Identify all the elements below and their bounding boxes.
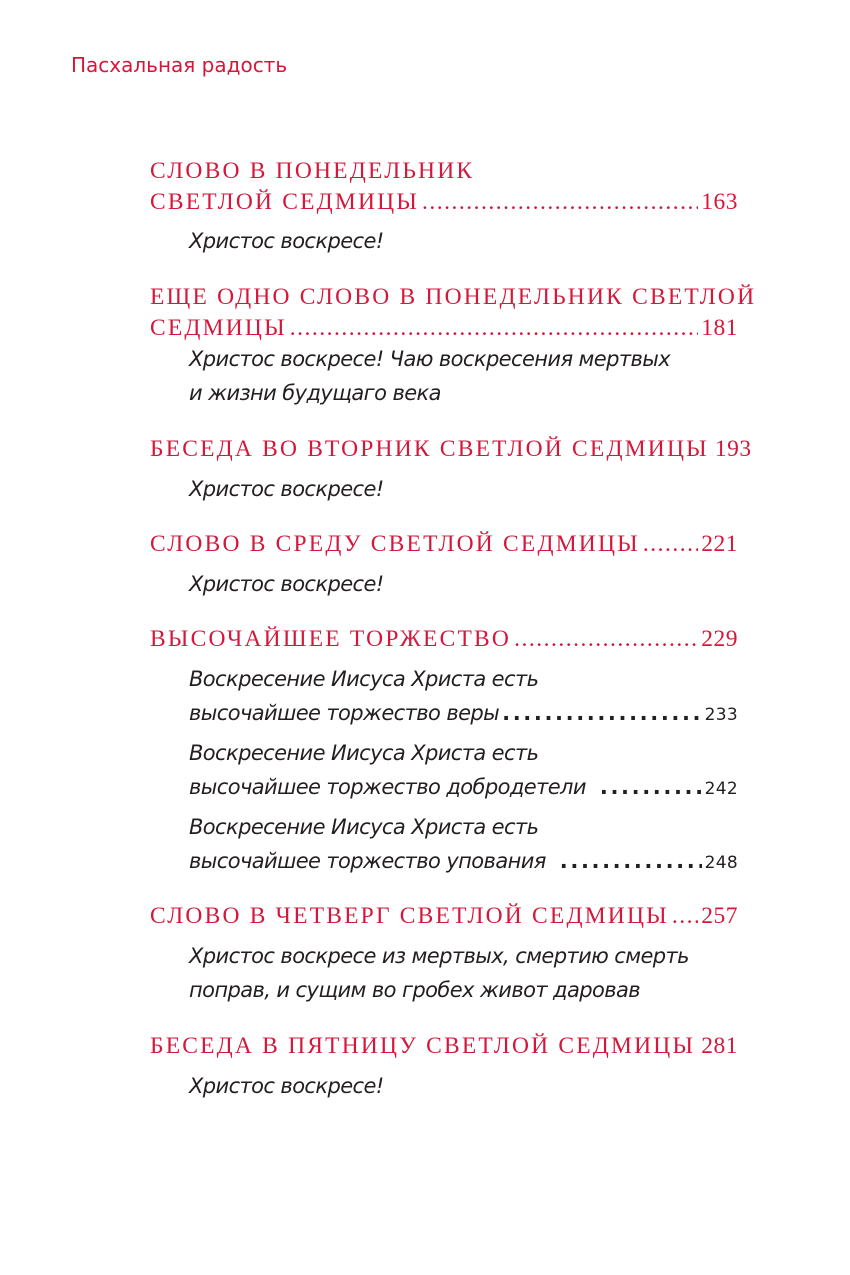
toc-heading-text: СВЕТЛОЙ СЕДМИЦЫ — [150, 189, 420, 215]
toc-subentry[interactable] — [189, 572, 738, 604]
running-head: Пасхальная радость — [71, 53, 288, 77]
page-number: 257 — [701, 903, 738, 929]
toc-subentry[interactable] — [189, 815, 738, 847]
toc-heading-text: СЕДМИЦЫ — [150, 315, 287, 341]
toc-subentry[interactable] — [189, 381, 738, 413]
toc-subentry-text: Христос воскресе! — [189, 229, 384, 253]
page-number: 193 — [714, 436, 752, 462]
page-number: 233 — [704, 705, 738, 725]
page-number: 163 — [701, 189, 738, 215]
leader-dots — [672, 903, 698, 930]
toc-subentry[interactable] — [189, 944, 738, 976]
page-number: 248 — [704, 853, 738, 873]
leader-dots — [560, 849, 702, 873]
toc-heading[interactable] — [150, 284, 757, 316]
toc-heading[interactable] — [150, 903, 738, 935]
toc-subentry-text: Воскресение Иисуса Христа есть — [189, 815, 539, 839]
toc-heading-text: СЛОВО В СРЕДУ СВЕТЛОЙ СЕДМИЦЫ — [150, 531, 640, 557]
toc-subentry[interactable] — [189, 978, 738, 1010]
toc-subentry[interactable] — [189, 347, 738, 379]
toc-subentry[interactable] — [189, 741, 738, 773]
leader-dots — [502, 701, 701, 725]
toc-heading-text: ВЫСОЧАЙШЕЕ ТОРЖЕСТВО — [150, 626, 512, 652]
leader-dots — [514, 626, 698, 653]
toc-heading[interactable] — [150, 1033, 738, 1065]
toc-subentry-text: и жизни будущаго века — [189, 381, 441, 405]
toc-subentry-text: Христос воскресе! — [189, 477, 384, 501]
toc-subentry[interactable] — [189, 775, 738, 807]
page-number: 242 — [704, 779, 738, 799]
toc-heading-text: ЕЩЕ ОДНО СЛОВО В ПОНЕДЕЛЬНИК СВЕТЛОЙ — [150, 284, 757, 310]
leader-dots — [643, 531, 698, 558]
page-number: 281 — [701, 1033, 738, 1059]
toc-subentry[interactable] — [189, 229, 738, 261]
toc-subentry[interactable] — [189, 477, 738, 509]
toc-heading[interactable] — [150, 189, 738, 221]
toc-subentry-text: Воскресение Иисуса Христа есть — [189, 741, 539, 765]
toc-heading[interactable] — [150, 315, 738, 347]
toc-subentry[interactable] — [189, 1074, 738, 1106]
toc-subentry-text: Христос воскресе! — [189, 1074, 384, 1098]
toc-subentry-text: Христос воскресе! — [189, 572, 384, 596]
toc-heading-text: БЕСЕДА ВО ВТОРНИК СВЕТЛОЙ СЕДМИЦЫ — [150, 436, 709, 462]
page-number: 229 — [701, 626, 738, 652]
leader-dots — [600, 775, 702, 799]
toc-heading[interactable] — [150, 531, 738, 563]
leader-dots — [422, 189, 698, 216]
leader-dots — [290, 315, 698, 342]
toc-subentry-text: Христос воскресе из мертвых, смертию смерть — [189, 944, 689, 968]
toc-subentry-text: высочайшее торжество добродетели — [189, 775, 586, 799]
toc-heading[interactable] — [150, 626, 738, 658]
toc-subentry[interactable] — [189, 701, 738, 733]
toc-heading[interactable] — [150, 436, 752, 468]
toc-subentry-text: Воскресение Иисуса Христа есть — [189, 667, 539, 691]
toc-heading-text: СЛОВО В ПОНЕДЕЛЬНИК — [150, 158, 475, 184]
toc-subentry-text: поправ, и сущим во гробех живот даровав — [189, 978, 641, 1002]
toc-subentry-text: высочайшее торжество веры — [189, 701, 500, 725]
toc-subentry-text: Христос воскресе! Чаю воскресения мертвых — [189, 347, 671, 371]
toc-heading[interactable] — [150, 158, 738, 190]
toc-heading-text: СЛОВО В ЧЕТВЕРГ СВЕТЛОЙ СЕДМИЦЫ — [150, 903, 669, 929]
toc-subentry[interactable] — [189, 849, 738, 881]
toc-subentry[interactable] — [189, 667, 738, 699]
toc-heading-text: БЕСЕДА В ПЯТНИЦУ СВЕТЛОЙ СЕДМИЦЫ — [150, 1033, 696, 1059]
toc-subentry-text: высочайшее торжество упования — [189, 849, 546, 873]
page-number: 181 — [701, 315, 738, 341]
page-number: 221 — [701, 531, 738, 557]
